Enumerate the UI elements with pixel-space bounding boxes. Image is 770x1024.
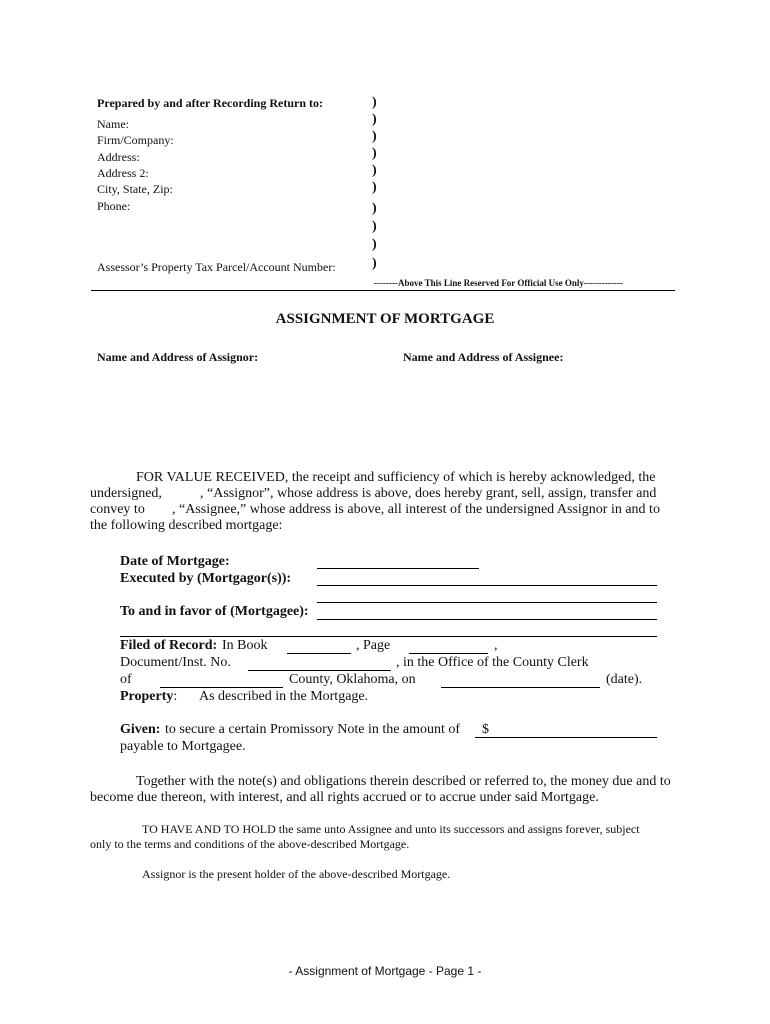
undersigned-text: undersigned,: [90, 486, 162, 501]
holder-statement: Assignor is the present holder of the above-described Mortgage.: [142, 867, 451, 881]
property-label: [120, 689, 177, 705]
date-of-mortgage-line[interactable]: [317, 568, 479, 569]
bracket-paren: ): [372, 180, 377, 195]
note-amount-line[interactable]: [475, 737, 657, 738]
page-number-line[interactable]: [409, 653, 488, 654]
given-label: Given:: [120, 722, 161, 737]
page-footer: - Assignment of Mortgage - Page 1 -: [288, 964, 482, 978]
property-label-text: Property: [120, 689, 174, 704]
bracket-paren: ): [372, 146, 377, 161]
bracket-paren: ): [372, 201, 377, 216]
together-text-line1: Together with the note(s) and obligations therein described or referred to, the money due and to: [136, 774, 671, 789]
habendum-text-line2: only to the terms and conditions of the above-described Mortgage.: [90, 837, 410, 851]
payable-text: payable to Mortgagee.: [120, 739, 246, 754]
mortgagor-line[interactable]: [317, 585, 657, 586]
assignor-label: Name and Address of Assignor:: [97, 350, 259, 364]
assignee-clause-text: , “Assignee,” whose address is above, all interest of the undersigned Assignor in and to: [172, 502, 660, 517]
bracket-paren: ): [372, 219, 377, 234]
following-mortgage-text: the following described mortgage:: [90, 518, 283, 533]
property-colon: :: [173, 689, 178, 704]
bracket-paren: ): [372, 163, 377, 178]
name-field-label: Name:: [97, 117, 129, 131]
mortgagee-line-2[interactable]: [120, 636, 657, 637]
bracket-paren: ): [372, 237, 377, 252]
assignee-label: Name and Address of Assignee:: [403, 350, 564, 364]
document-number-label: Document/Inst. No.: [120, 655, 231, 670]
address-field-label: Address:: [97, 150, 140, 164]
promissory-note-text: to secure a certain Promissory Note in the amount of: [165, 722, 461, 737]
mortgagor-line-2[interactable]: [317, 602, 657, 603]
phone-field-label: Phone:: [97, 199, 131, 213]
county-line[interactable]: [160, 687, 283, 688]
bracket-paren: ): [372, 256, 377, 271]
date-suffix-text: (date).: [606, 672, 643, 687]
page-text: , Page: [356, 638, 391, 653]
habendum-text-line1: TO HAVE AND TO HOLD the same unto Assignee and unto its successors and assigns forever, subject: [142, 822, 640, 836]
document-title: ASSIGNMENT OF MORTGAGE: [275, 311, 495, 327]
mortgagee-label: To and in favor of (Mortgagee):: [120, 604, 309, 619]
dollar-sign: $: [482, 722, 489, 737]
in-book-text: In Book: [222, 638, 268, 653]
mortgagee-line[interactable]: [317, 619, 657, 620]
consideration-text: FOR VALUE RECEIVED, the receipt and sufficiency of which is hereby acknowledged, the: [136, 470, 656, 485]
official-use-divider: [91, 290, 675, 291]
filed-of-record-label: Filed of Record:: [120, 638, 218, 653]
county-oklahoma-text: County, Oklahoma, on: [289, 672, 416, 687]
book-number-line[interactable]: [287, 653, 351, 654]
page-comma: ,: [494, 638, 498, 653]
bracket-paren: ): [372, 95, 377, 110]
bracket-paren: ): [372, 112, 377, 127]
address2-field-label: Address 2:: [97, 166, 149, 180]
recording-date-line[interactable]: [441, 687, 600, 688]
city-state-zip-field-label: City, State, Zip:: [97, 182, 173, 196]
property-value: As described in the Mortgage.: [199, 689, 369, 704]
of-text: of: [120, 672, 132, 687]
firm-field-label: Firm/Company:: [97, 133, 174, 147]
parcel-number-label: Assessor’s Property Tax Parcel/Account Number:: [97, 260, 336, 274]
prepared-by-heading: Prepared by and after Recording Return to:: [97, 96, 323, 110]
date-of-mortgage-label: Date of Mortgage:: [120, 554, 230, 569]
together-text-line2: become due thereon, with interest, and all rights accrued or to accrue under said Mortgage.: [90, 790, 599, 805]
document-number-line[interactable]: [248, 670, 391, 671]
convey-to-text: convey to: [90, 502, 145, 517]
official-use-notice: --------Above This Line Reserved For Official Use Only-------------: [374, 278, 623, 288]
county-clerk-text: , in the Office of the County Clerk: [396, 655, 589, 670]
bracket-paren: ): [372, 129, 377, 144]
executed-by-label: Executed by (Mortgagor(s)):: [120, 571, 292, 586]
assignor-clause-text: , “Assignor”, whose address is above, does hereby grant, sell, assign, transfer and: [200, 486, 657, 501]
